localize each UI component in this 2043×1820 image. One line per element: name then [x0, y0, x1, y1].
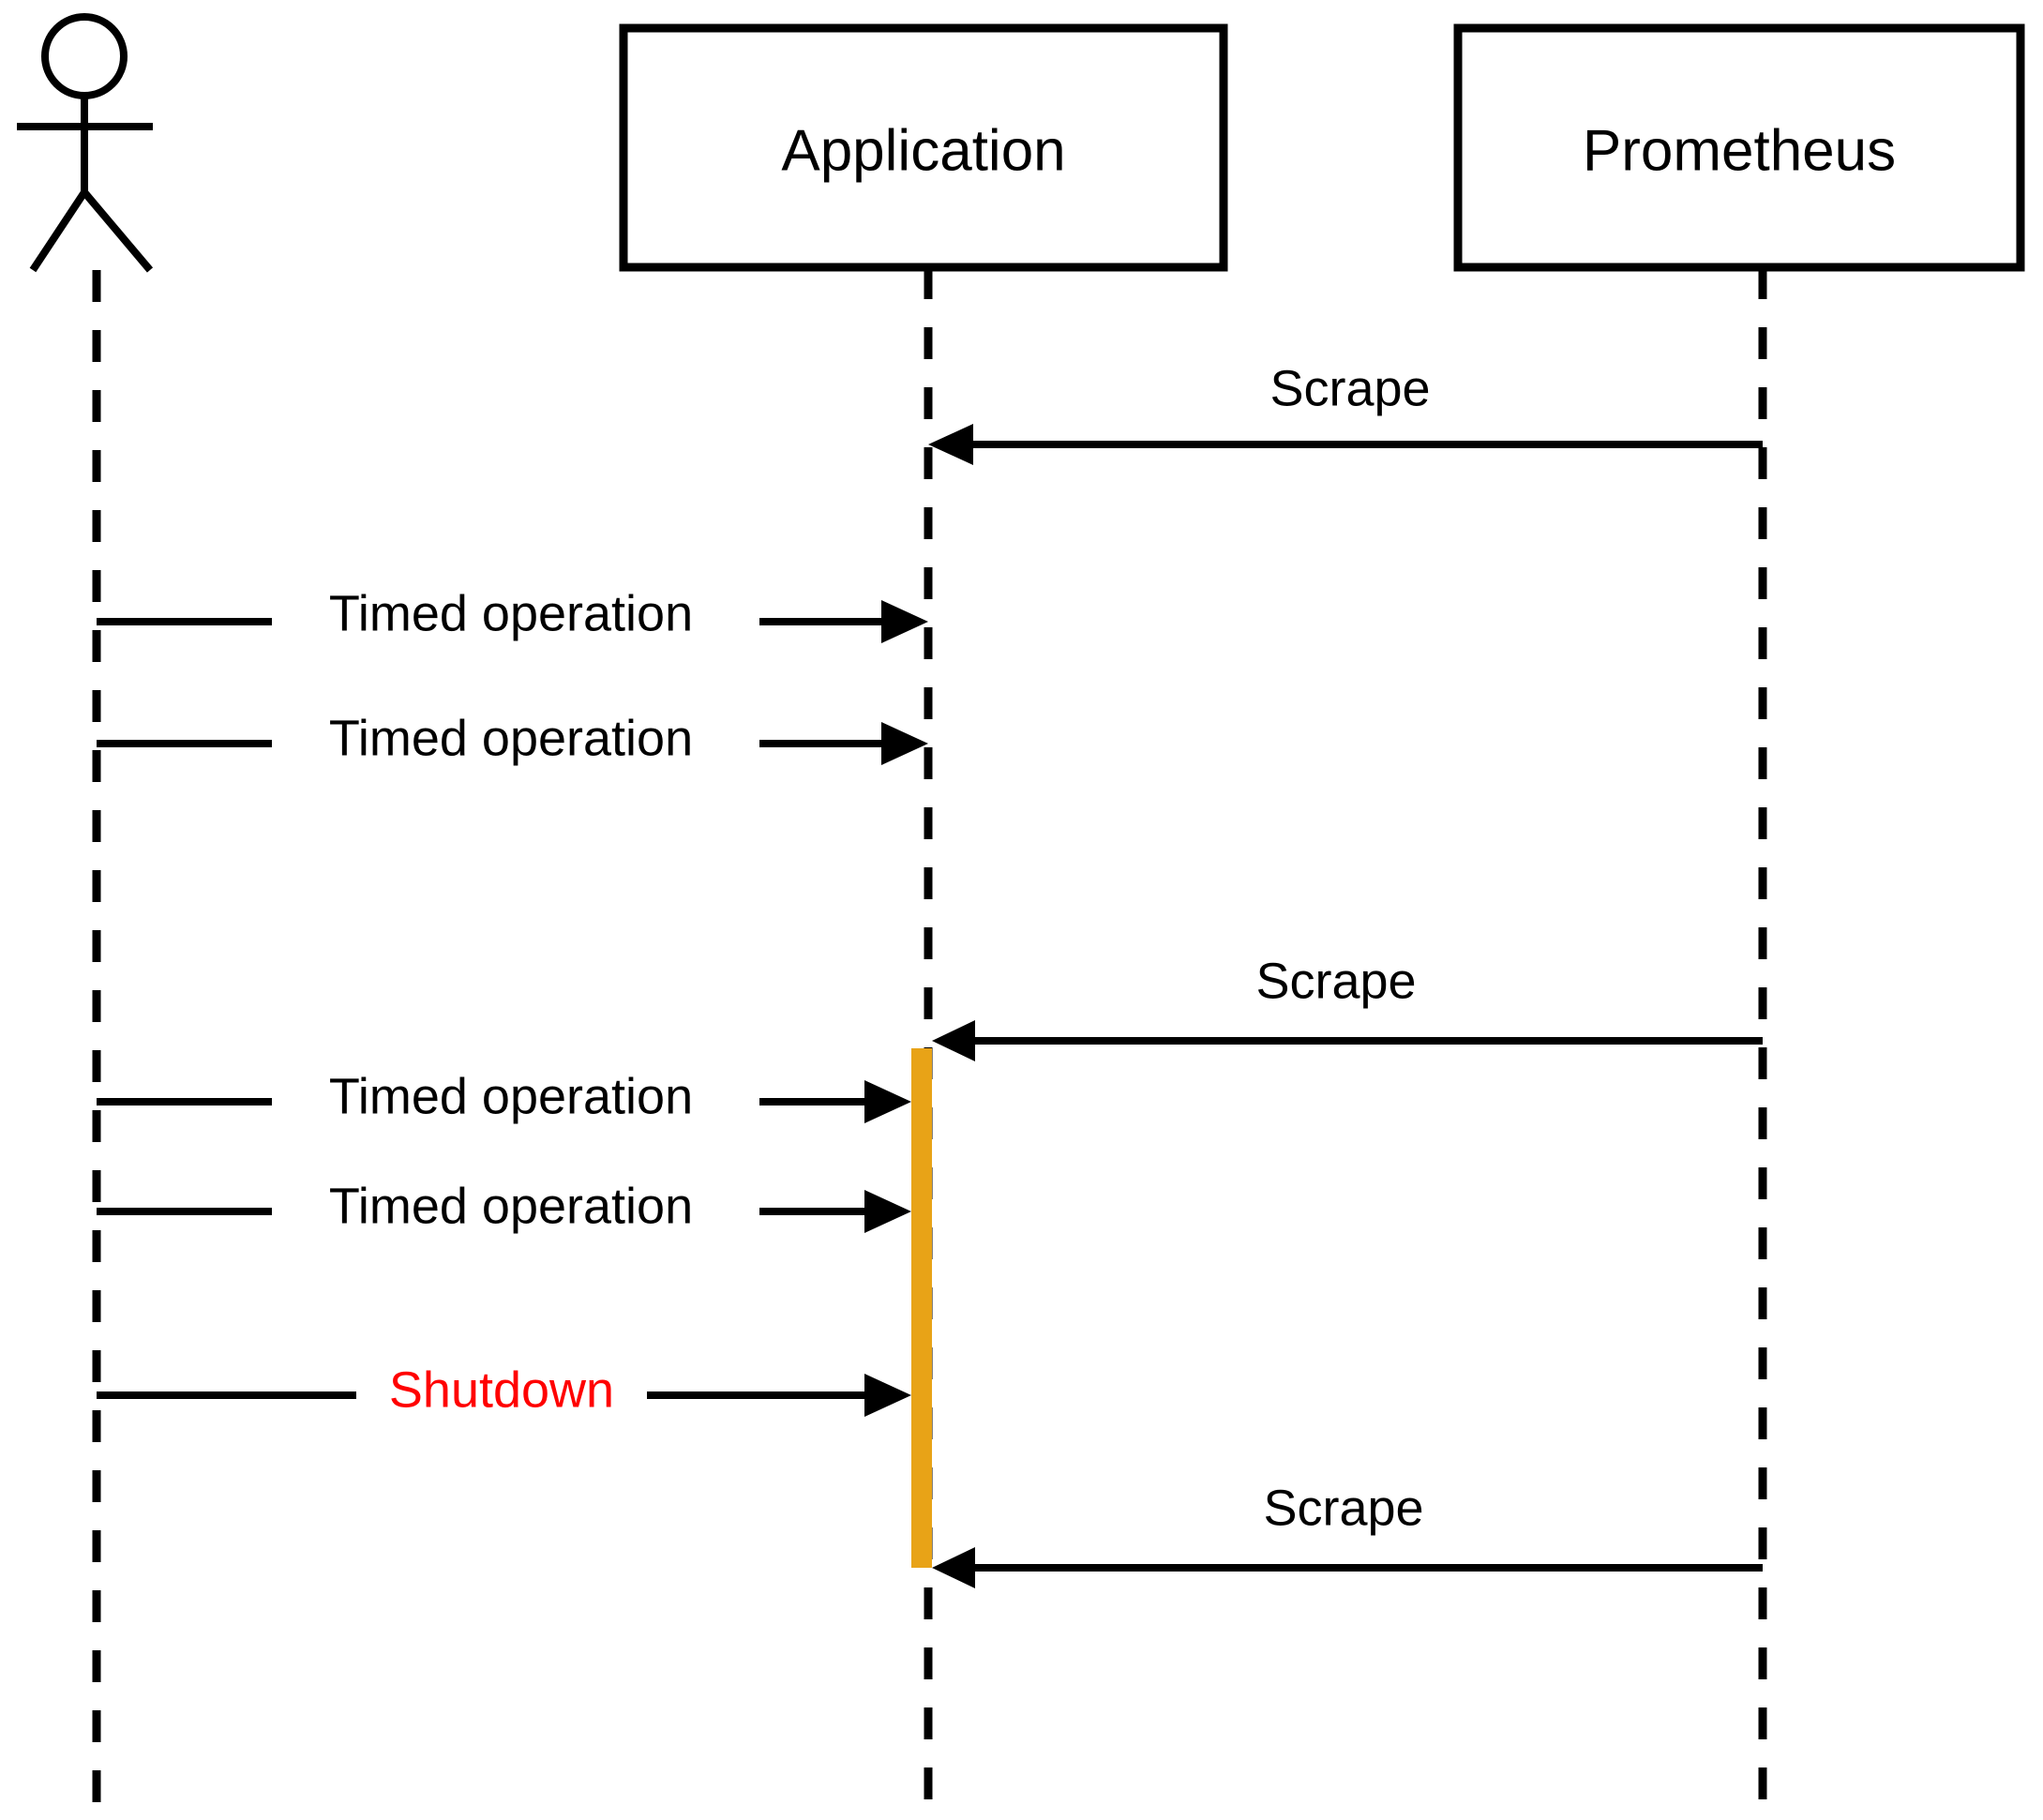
message-shutdown	[97, 1361, 911, 1426]
message-timed-operation-1	[97, 585, 928, 653]
message-scrape-2	[932, 953, 1763, 1061]
participant-application[interactable]	[623, 28, 1224, 267]
participant-application-label: Application	[781, 118, 1066, 184]
message-label-scrape-3: Scrape	[1263, 1480, 1424, 1537]
message-label-scrape-2: Scrape	[1255, 953, 1417, 1010]
message-timed-operation-3	[97, 1068, 911, 1133]
message-label-timed-operation-3: Timed operation	[328, 1068, 694, 1125]
actor-stick-figure	[17, 17, 153, 270]
message-label-timed-operation-2: Timed operation	[328, 710, 694, 767]
message-label-shutdown: Shutdown	[388, 1361, 615, 1419]
participant-prometheus-label: Prometheus	[1582, 118, 1897, 184]
message-timed-operation-4	[97, 1178, 911, 1242]
message-scrape-1	[928, 360, 1763, 465]
message-label-timed-operation-4: Timed operation	[328, 1178, 694, 1235]
message-label-timed-operation-1: Timed operation	[328, 585, 694, 642]
activation-bar	[911, 1048, 932, 1568]
message-scrape-3	[932, 1480, 1763, 1588]
participant-prometheus[interactable]	[1458, 28, 2020, 267]
message-timed-operation-2	[97, 710, 928, 775]
message-label-scrape-1: Scrape	[1269, 360, 1431, 417]
